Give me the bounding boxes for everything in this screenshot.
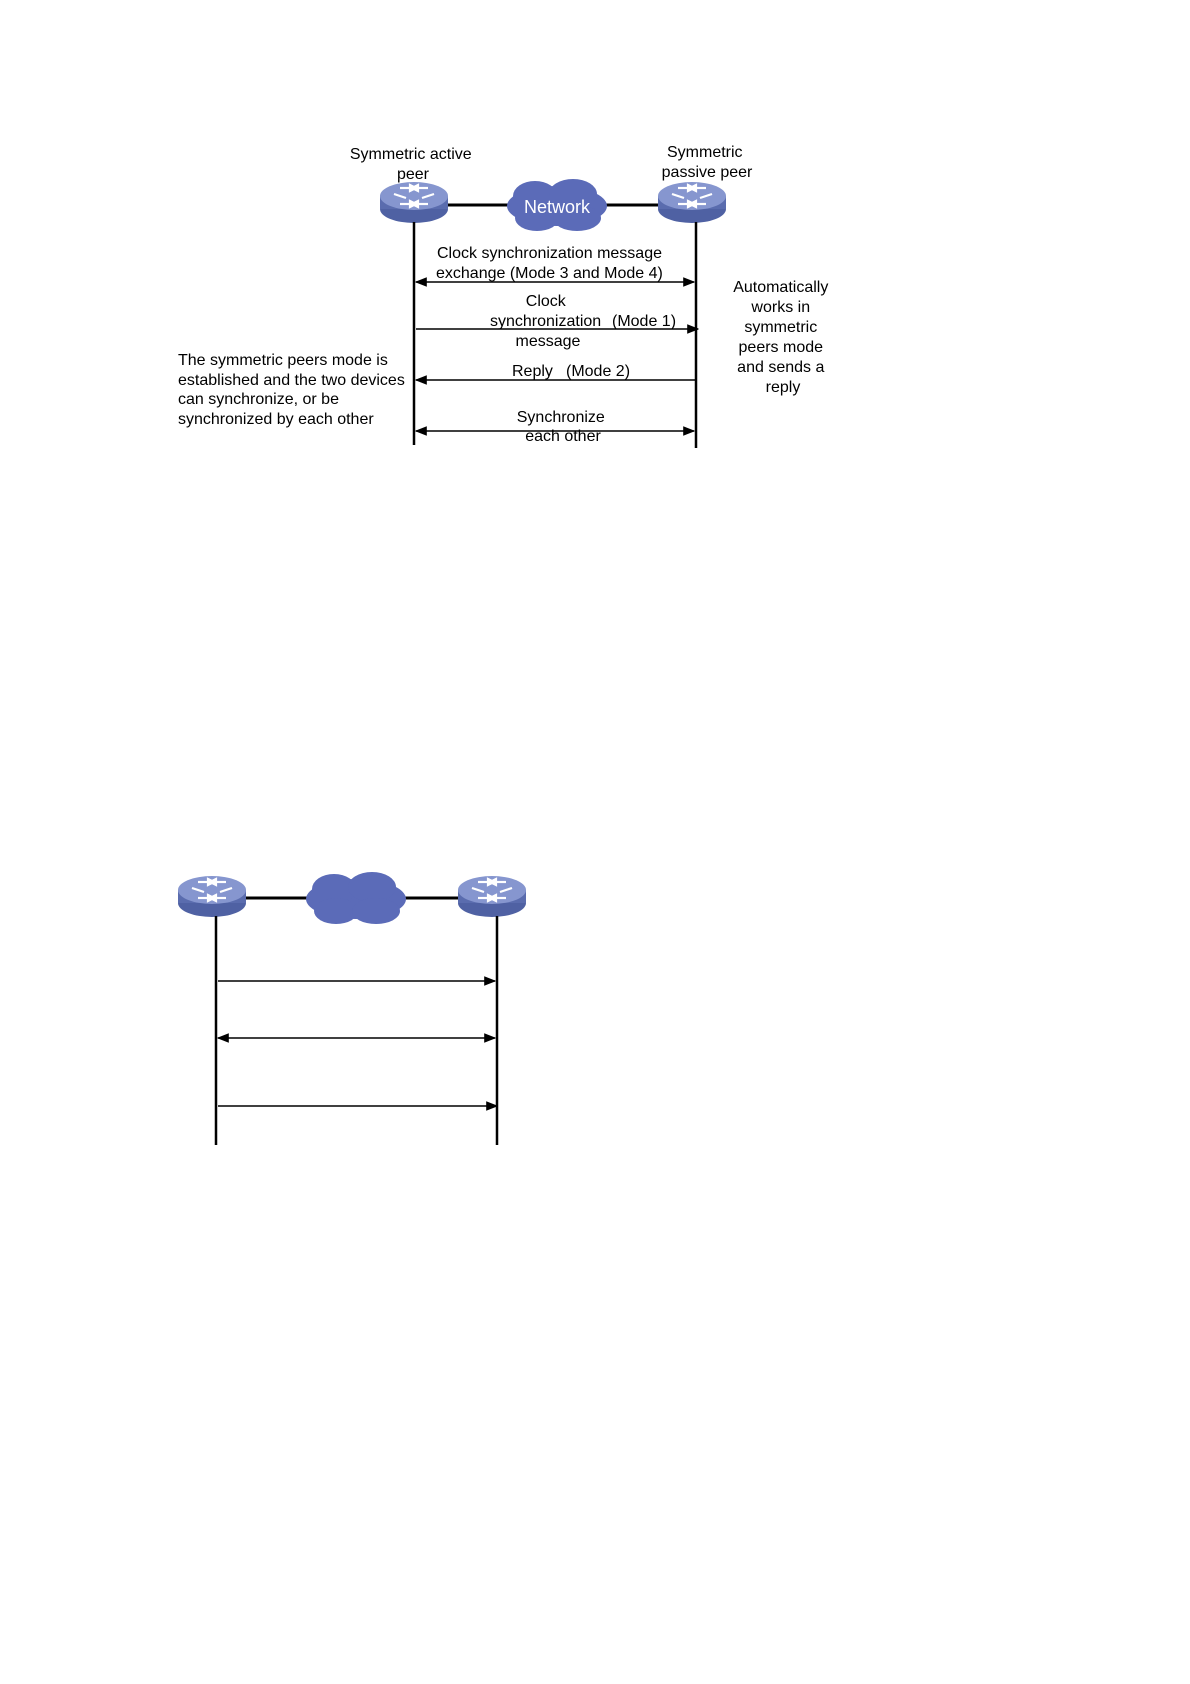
- passive-peer-label-line-2: passive peer: [661, 164, 753, 181]
- passive-peer-label-line-1: Symmetric: [666, 144, 743, 161]
- reply-label-mode: (Mode 2): [566, 363, 631, 380]
- synchronize-label-line-2: each other: [525, 428, 601, 445]
- active-peer-note: [178, 352, 409, 428]
- synchronize-message-label: [517, 409, 610, 445]
- left-note-line-3: can synchronize, or be: [178, 391, 339, 408]
- right-note-line-5: and sends a: [737, 359, 825, 376]
- passive-peer-label: [662, 144, 753, 181]
- left-note-line-1: The symmetric peers mode is: [178, 352, 388, 369]
- clock-sync-label-line-3: message: [515, 333, 581, 350]
- exchange-message-label: [436, 245, 666, 282]
- active-peer-label-line-2: peer: [396, 166, 430, 183]
- clock-sync-message-label: [490, 293, 680, 350]
- right-note-line-1: Automatically: [733, 279, 829, 296]
- right-note-line-2: works in: [751, 299, 811, 316]
- active-peer-label-line-1: Symmetric active: [349, 146, 472, 163]
- exchange-label-line-1: Clock synchronization message: [437, 245, 662, 262]
- synchronize-label-line-1: Synchronize: [516, 409, 605, 426]
- diagram-1: [178, 144, 833, 448]
- exchange-label-line-2: exchange (Mode 3 and Mode 4): [436, 265, 663, 282]
- diagram-2: [178, 872, 526, 1145]
- clock-sync-label-line-1: Clock: [525, 293, 566, 310]
- right-switch-icon: [458, 876, 526, 917]
- active-peer-switch-icon: [380, 182, 448, 223]
- right-note-line-6: reply: [765, 379, 801, 396]
- right-note-line-3: symmetric: [744, 319, 818, 336]
- network-cloud-icon-2: [306, 872, 406, 924]
- active-peer-label: [350, 146, 476, 183]
- reply-message-label: [512, 363, 630, 380]
- left-note-line-4: synchronized by each other: [178, 411, 374, 428]
- clock-sync-label-mode: (Mode 1): [612, 313, 677, 330]
- reply-label-text: Reply: [512, 363, 553, 380]
- clock-sync-label-line-2: synchronization: [490, 313, 602, 330]
- left-note-line-2: established and the two devices: [178, 372, 405, 389]
- passive-peer-note: [733, 279, 833, 396]
- left-switch-icon: [178, 876, 246, 917]
- network-label: Network: [523, 197, 591, 217]
- passive-peer-switch-icon: [658, 182, 726, 223]
- right-note-line-4: peers mode: [738, 339, 824, 356]
